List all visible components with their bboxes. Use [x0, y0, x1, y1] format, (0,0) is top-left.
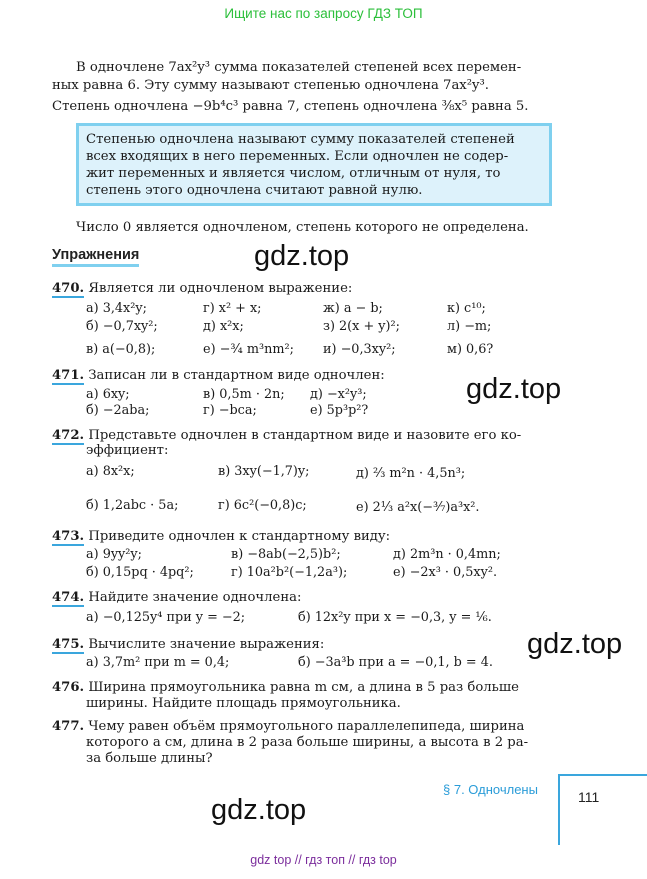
intro-line-1: В одночлене 7ax²y³ сумма показателей степеней всех перемен- — [76, 60, 522, 75]
ex471-item: б) −2aba; — [86, 403, 150, 418]
exercise-question: Вычислите значение выражения: — [88, 637, 325, 652]
ex470-item: е) −³⁄₄ m³nm²; — [203, 342, 294, 357]
ex470-item: д) x²x; — [203, 319, 244, 334]
ex470-item: к) c¹⁰; — [447, 301, 486, 316]
ex472-item: е) 2⅓ a²x(−³⁄₇)a³x². — [356, 500, 480, 515]
exercise-number: 477. — [52, 719, 85, 734]
ex470-item: м) 0,6? — [447, 342, 494, 357]
ex472-item: б) 1,2abc · 5a; — [86, 498, 179, 513]
exercise-477-line-3: за больше длины? — [86, 751, 213, 766]
ex471-item: г) −bca; — [203, 403, 257, 418]
ex470-item: з) 2(x + y)²; — [323, 319, 400, 334]
exercise-text: Ширина прямоугольника равна m см, а длина в 5 раз больше — [88, 680, 519, 695]
definition-line-4: степень этого одночлена считают равной нулю. — [86, 183, 423, 198]
ex473-item: д) 2m³n · 0,4mn; — [393, 547, 501, 562]
watermark: gdz.top — [254, 240, 350, 272]
ex474-item: б) 12x²y при x = −0,3, y = ¹⁄₆. — [298, 610, 492, 625]
exercise-477-line-2: которого a см, длина в 2 раза больше ширины, а высота в 2 ра- — [86, 735, 529, 750]
section-title: Упражнения — [52, 247, 139, 267]
exercise-475-header — [52, 637, 324, 653]
exercise-471-header — [52, 368, 385, 384]
ex471-item: а) 6xy; — [86, 387, 130, 402]
exercise-476-header — [52, 680, 519, 696]
intro-line-2: ных равна 6. Эту сумму называют степенью одночлена 7ax²y³. — [52, 78, 489, 93]
definition-line-3: жит переменных и является числом, отличным от нуля, то — [86, 166, 501, 181]
exercise-number: 475. — [52, 637, 85, 652]
ex472-item: в) 3xy(−1,7)y; — [218, 464, 310, 479]
ex470-item: л) −m; — [447, 319, 492, 334]
exercise-number: 473. — [52, 529, 85, 544]
exercise-472-header — [52, 428, 521, 444]
ex470-item: г) x² + x; — [203, 301, 262, 316]
ex473-item: г) 10a²b²(−1,2a³); — [231, 565, 348, 580]
ex475-item: б) −3a³b при a = −0,1, b = 4. — [298, 655, 493, 670]
zero-note: Число 0 является одночленом, степень которого не определена. — [76, 220, 529, 235]
ex472-item: г) 6c²(−0,8)c; — [218, 498, 307, 513]
watermark: gdz.top — [527, 628, 623, 660]
watermark: gdz.top — [211, 794, 307, 826]
exercise-477-header — [52, 719, 524, 735]
ex472-item: д) ²⁄₃ m²n · 4,5n³; — [356, 466, 466, 481]
exercise-question: Является ли одночленом выражение: — [88, 281, 353, 296]
definition-line-2: всех входящих в него переменных. Если одночлен не содер- — [86, 149, 509, 164]
footer-section-title: § 7. Одночлены — [443, 782, 538, 797]
search-hint-link[interactable]: Ищите нас по запросу ГДЗ ТОП — [224, 6, 423, 21]
exercise-473-header — [52, 529, 390, 545]
exercise-question: Представьте одночлен в стандартном виде и назовите его ко- — [88, 428, 522, 443]
exercise-question: Приведите одночлен к стандартному виду: — [88, 529, 391, 544]
exercise-number: 472. — [52, 428, 85, 443]
ex470-item: б) −0,7xy²; — [86, 319, 158, 334]
ex471-item: д) −x²y³; — [310, 387, 367, 402]
exercise-number: 470. — [52, 281, 85, 296]
exercise-476-line-2: ширины. Найдите площадь прямоугольника. — [86, 696, 401, 711]
exercise-number: 476. — [52, 680, 85, 695]
definition-text — [86, 131, 515, 199]
ex471-item: в) 0,5m · 2n; — [203, 387, 285, 402]
ex470-item: а) 3,4x²y; — [86, 301, 147, 316]
exercise-number: 471. — [52, 368, 85, 383]
definition-line-1: Степенью одночлена называют сумму показателей степеней — [86, 132, 515, 147]
exercise-question: Найдите значение одночлена: — [88, 590, 302, 605]
ex471-item: е) 5p³p²? — [310, 403, 369, 418]
ex470-item: и) −0,3xy²; — [323, 342, 396, 357]
ex473-item: а) 9yy²y; — [86, 547, 142, 562]
page-number: 111 — [578, 789, 600, 805]
ex474-item: а) −0,125y⁴ при y = −2; — [86, 610, 246, 625]
footer-divider-vertical — [558, 774, 560, 845]
watermark: gdz.top — [466, 373, 562, 405]
ex470-item: ж) a − b; — [323, 301, 383, 316]
ex472-item: а) 8x²x; — [86, 464, 135, 479]
ex473-item: б) 0,15pq · 4pq²; — [86, 565, 194, 580]
intro-line-3: Степень одночлена −9b⁴c³ равна 7, степень одночлена ³⁄₈x⁵ равна 5. — [52, 99, 529, 114]
footer-divider-horizontal — [558, 774, 647, 776]
ex475-item: а) 3,7m² при m = 0,4; — [86, 655, 230, 670]
exercise-470-header — [52, 281, 352, 297]
exercise-question: Записан ли в стандартном виде одночлен: — [88, 368, 385, 383]
exercise-474-header — [52, 590, 301, 606]
ex470-item: в) a(−0,8); — [86, 342, 156, 357]
exercise-text: Чему равен объём прямоугольного параллелепипеда, ширина — [88, 719, 525, 734]
exercise-number: 474. — [52, 590, 85, 605]
exercise-472-question-cont: эффициент: — [86, 443, 169, 458]
ex473-item: е) −2x³ · 0,5xy². — [393, 565, 498, 580]
ex473-item: в) −8ab(−2,5)b²; — [231, 547, 341, 562]
bottom-links[interactable]: gdz top // гдз топ // гдз top — [250, 853, 397, 867]
